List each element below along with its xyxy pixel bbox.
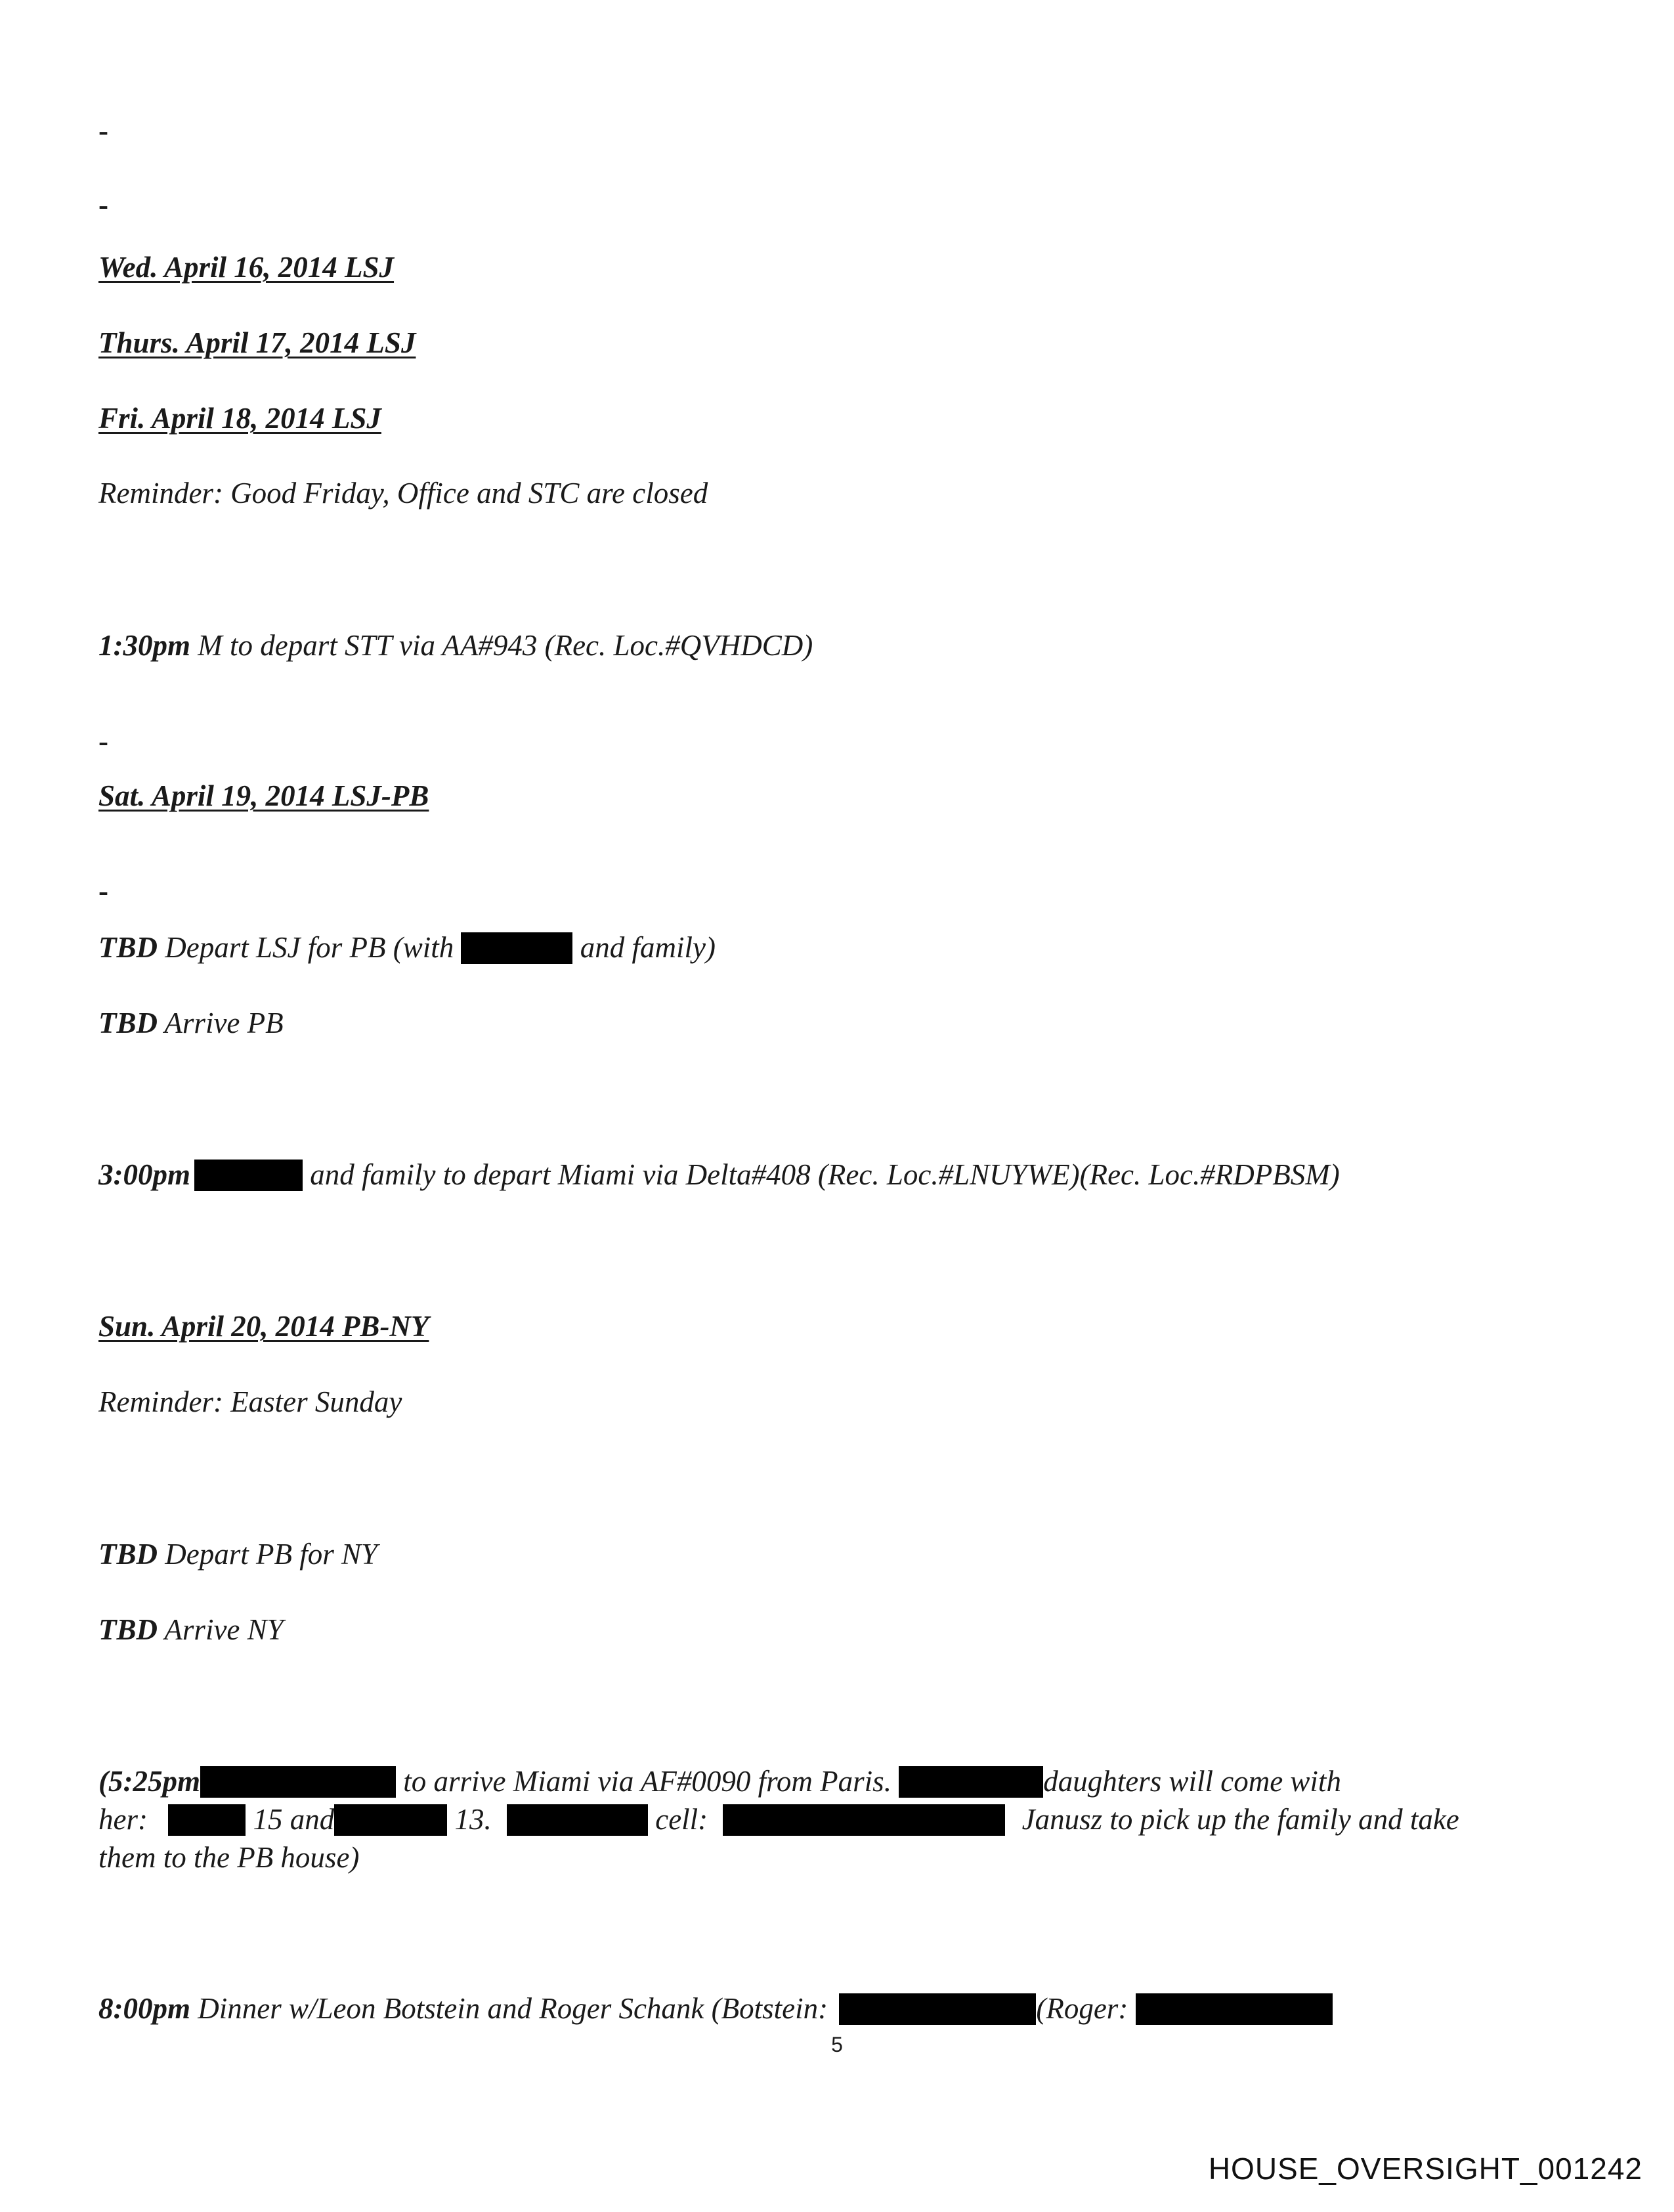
bullet-dash: - [98, 114, 108, 147]
entry-text: her: [98, 1803, 156, 1836]
paragraph-line [98, 1762, 1569, 1800]
paragraph-line [98, 1800, 1569, 1838]
entry-text: Arrive NY [158, 1613, 284, 1646]
entry-text: to arrive Miami via AF#0090 from Paris. [395, 1765, 899, 1798]
page-number: 5 [831, 2033, 843, 2056]
entry-text: Dinner w/Leon Botstein and Roger Schank (Botstein: [190, 1992, 836, 2025]
redaction-block [334, 1804, 447, 1836]
entry-text: (Roger: [1036, 1992, 1136, 2025]
redaction-block [507, 1804, 648, 1836]
date-heading-sun: Sun. April 20, 2014 PB-NY [98, 1310, 429, 1343]
entry-time: 1:30pm [98, 629, 190, 662]
redaction-block [168, 1804, 246, 1836]
redaction-block [200, 1766, 396, 1798]
schedule-entry-depart-pb [98, 1535, 377, 1573]
redaction-block [839, 1993, 1036, 2025]
reminder-good-friday: Reminder: Good Friday, Office and STC are closed [98, 477, 708, 510]
entry-text: Depart LSJ for PB (with [158, 931, 461, 964]
entry-text: and family) [572, 931, 716, 964]
entry-time: TBD [98, 931, 158, 964]
entry-text: cell: [647, 1803, 716, 1836]
reminder-easter: Reminder: Easter Sunday [98, 1385, 402, 1418]
entry-text: daughters will come with [1043, 1765, 1341, 1798]
schedule-entry-delta-flight [98, 1156, 1340, 1194]
entry-text: 13. [447, 1803, 499, 1836]
schedule-entry-arrive-ny [98, 1611, 284, 1649]
bullet-dash: - [98, 875, 108, 907]
date-heading-wed: Wed. April 16, 2014 LSJ [98, 251, 395, 284]
schedule-entry-dinner [98, 1989, 1333, 2028]
date-heading-fri: Fri. April 18, 2014 LSJ [98, 402, 381, 435]
paragraph-line: them to the PB house) [98, 1841, 360, 1874]
entry-time: 3:00pm [98, 1158, 190, 1191]
entry-text: and family to depart Miami via Delta#408 (Rec. Loc.#LNUYWE)(Rec. Loc.#RDPBSM) [303, 1158, 1340, 1191]
entry-time: TBD [98, 1538, 158, 1571]
entry-text: 15 and [246, 1803, 335, 1836]
redaction-block [461, 932, 572, 964]
redaction-block [194, 1160, 303, 1191]
entry-text: M to depart STT via AA#943 (Rec. Loc.#QVHDCD) [190, 629, 813, 662]
date-heading-thu: Thurs. April 17, 2014 LSJ [98, 326, 416, 359]
entry-text: Janusz to pick up the family and take [1014, 1803, 1459, 1836]
entry-time: (5:25pm [98, 1765, 200, 1798]
entry-time: TBD [98, 1613, 158, 1646]
entry-time: TBD [98, 1007, 158, 1039]
bullet-dash: - [98, 725, 108, 758]
redaction-block [1136, 1993, 1333, 2025]
entry-text: Arrive PB [158, 1007, 284, 1039]
entry-time: 8:00pm [98, 1992, 190, 2025]
schedule-entry-depart-lsj [98, 928, 716, 966]
date-heading-sat: Sat. April 19, 2014 LSJ-PB [98, 779, 429, 812]
schedule-entry-flight-stt [98, 626, 813, 664]
entry-text: Depart PB for NY [158, 1538, 378, 1571]
bullet-dash: - [98, 188, 108, 221]
bates-number: HOUSE_OVERSIGHT_001242 [1208, 2152, 1642, 2186]
schedule-entry-arrive-pb [98, 1004, 284, 1042]
redaction-block [723, 1804, 1005, 1836]
schedule-entry-af-flight [98, 1762, 1569, 1876]
redaction-block [899, 1766, 1043, 1798]
